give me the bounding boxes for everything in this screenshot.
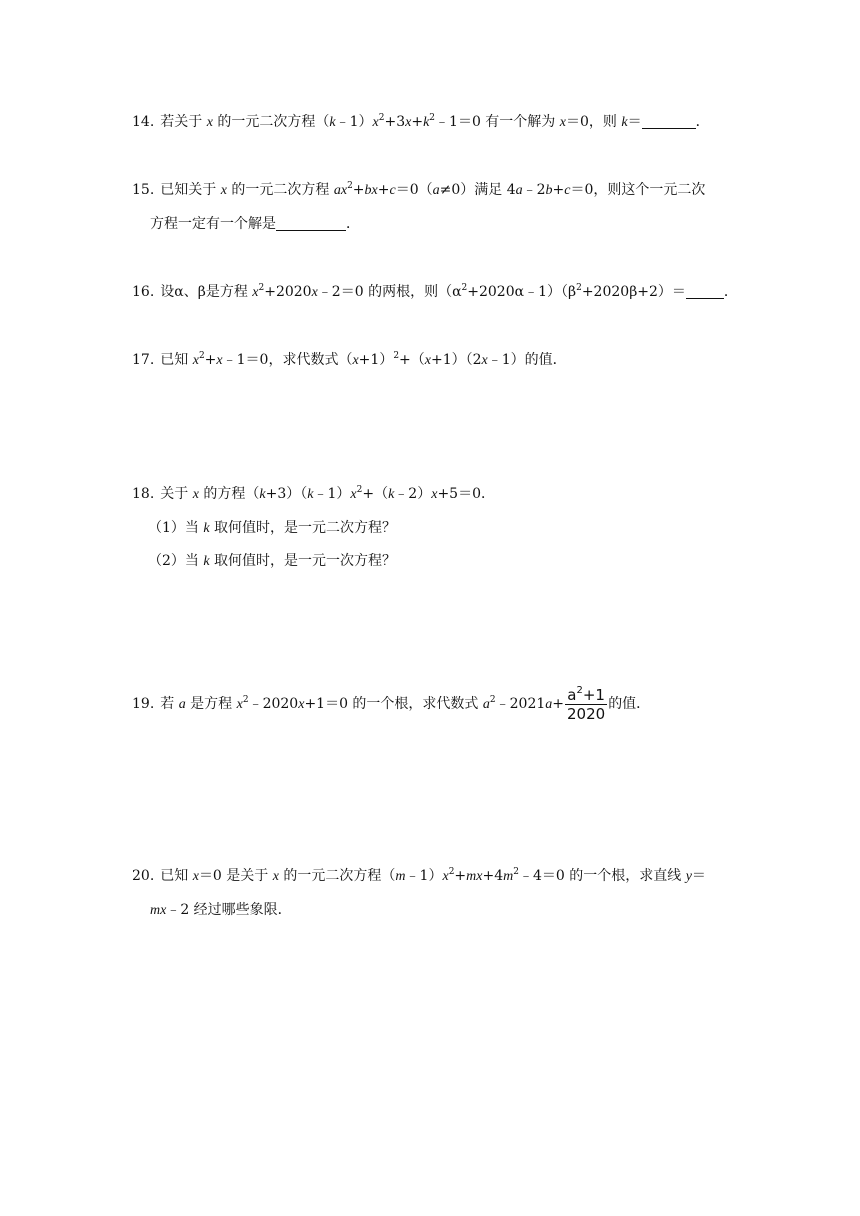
problem-number: 15.: [132, 182, 155, 198]
problem-number: 18.: [132, 486, 155, 502]
problem-number: 19.: [132, 696, 155, 712]
problem-20: 20. 已知 x＝0 是关于 x 的一元二次方程$(m﹣1)x^2+mx+4m^2﹣4=0$ 的一个根，求直线 y＝: [132, 867, 706, 884]
problem-15: 15. 已知关于 x 的一元二次方程 $ax^2+bx+c=0(a\ne 0)$满足 4a﹣2b+c＝0，则这个一元二次: [132, 181, 706, 198]
problem-15-line2: 方程一定有一个解是 ．: [150, 216, 360, 232]
problem-18-part-2: （2）当 k 取何值时，是一元一次方程？: [148, 553, 397, 569]
answer-blank[interactable]: [276, 216, 346, 231]
problem-14: 14. 若关于 x 的一元二次方程$(k﹣1)x^2+3x+k^2﹣1=0$ 有一个解为 x＝0，则 k＝ ．: [132, 113, 710, 130]
problem-18: 18. 关于 x 的方程$(k+3)(k﹣1)x^2+(k﹣2)x+5=0$．: [132, 485, 495, 502]
problem-number: 20.: [132, 868, 155, 884]
fraction: $\frac{a^2+1}{2020}$: [567, 684, 606, 723]
problem-19: 19. 若 a 是方程 $x^2﹣2020x+1=0$ 的一个根，求代数式 $a^2﹣2021a+$ $\frac{a^2+1}{2020}$ 的值．: [132, 684, 651, 723]
problem-number: 14.: [132, 114, 155, 130]
problem-16: 16. 设α、β是方程 $x^2+2020x﹣2=0$ 的两根，则$(\alpha^2+2020\alpha﹣1)(\beta^2+2020\beta+2)=$ ．: [132, 283, 738, 300]
answer-blank[interactable]: [642, 114, 696, 129]
problem-20-line2: mx﹣2 经过哪些象限．: [150, 902, 292, 918]
problem-number: 17.: [132, 352, 155, 368]
problem-number: 16.: [132, 284, 155, 300]
problem-18-part-1: （1）当 k 取何值时，是一元二次方程？: [148, 520, 397, 536]
answer-blank[interactable]: [686, 284, 724, 299]
problem-17: 17. 已知 $x^2+x﹣1=0$，求代数式$(x+1)^2+(x+1)(2x﹣1)$的值．: [132, 351, 567, 368]
